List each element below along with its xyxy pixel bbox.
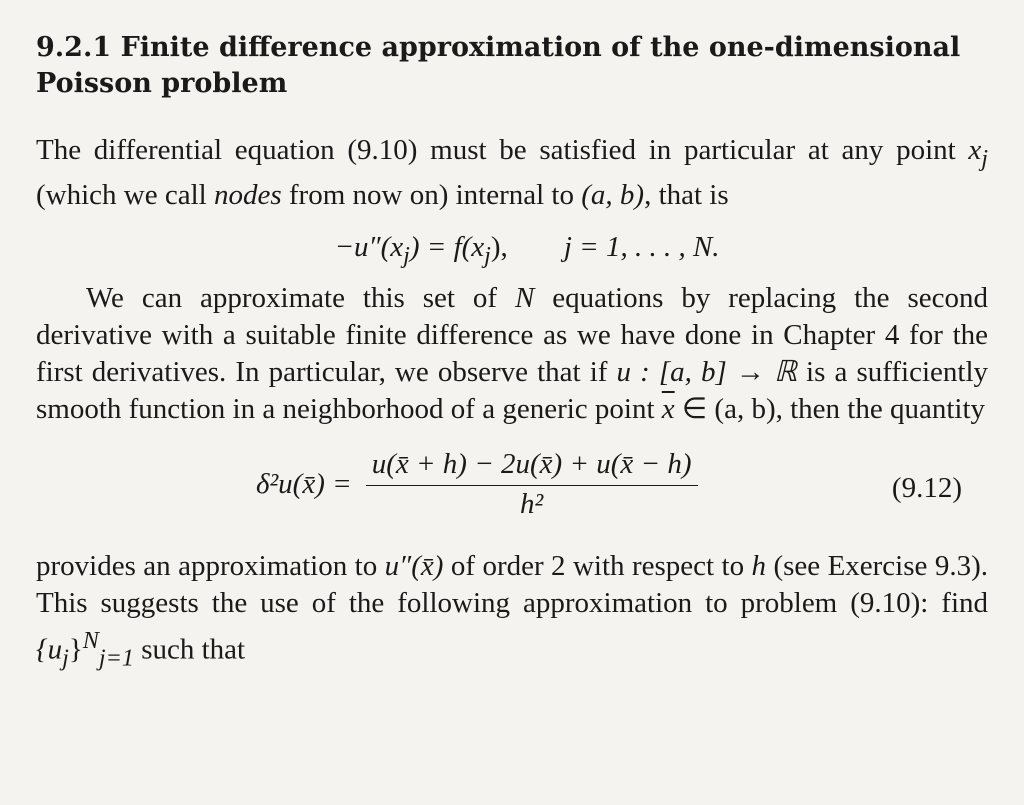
- sub-j: j: [981, 144, 988, 172]
- eq2-lhs: δ²u(x̄) =: [256, 467, 352, 500]
- equation-label: (9.12): [891, 471, 962, 504]
- para2-text-b: equations by replacing the second derivative with a suitable finite difference as we have done in Chapter 4 for the first derivatives. In particular, we observe that if: [36, 281, 988, 388]
- map-u: u : [a, b] → ℝ: [616, 355, 797, 388]
- para3-text-d: such that: [133, 633, 246, 666]
- para3-text-b: of order 2 with respect to: [443, 549, 752, 582]
- equation-9-12: [36, 434, 988, 544]
- var-h: h: [751, 549, 767, 582]
- set-sup: N: [82, 626, 99, 654]
- para1-text-c: from now on) internal to: [281, 178, 582, 211]
- para3-text-c: (see Exercise 9.3). This suggests the use of the following approximation to problem (9.10): find: [36, 549, 988, 619]
- eq1-mid: ) = f(x: [409, 230, 485, 263]
- set-close: }: [68, 633, 83, 666]
- section-heading: [36, 30, 986, 102]
- u-second-derivative: u″(x̄): [384, 549, 444, 582]
- para2-text-d: ∈ (a, b), then the quantity: [674, 392, 986, 425]
- var-x: x: [968, 134, 982, 166]
- equation-poisson-nodes: [36, 214, 988, 280]
- fraction-numerator: u(x̄ + h) − 2u(x̄) + u(x̄ − h): [366, 448, 698, 486]
- eq1-lhs: −u″(x: [334, 230, 404, 263]
- set-sub: j: [62, 644, 69, 672]
- set-open: {u: [36, 633, 63, 666]
- para1-text-b: (which we call: [36, 178, 214, 211]
- var-xbar: $\overline{x}$: [661, 392, 675, 425]
- interval-ab: (a, b): [581, 178, 645, 211]
- eq1-sub: j: [403, 241, 410, 269]
- fraction-denominator: h²: [520, 487, 544, 520]
- para1-text-a: The differential equation (9.10) must be satisfied in particular at any point: [36, 134, 969, 166]
- section-number: 9.2.1: [36, 32, 112, 63]
- para1-text-d: , that is: [644, 178, 729, 211]
- paragraph-3: [36, 548, 988, 676]
- fraction: [366, 448, 698, 521]
- paragraph-1: [36, 132, 988, 214]
- var-N: N: [514, 281, 535, 314]
- eq1-end: ),: [490, 230, 508, 263]
- nodes-term: nodes: [213, 178, 282, 211]
- para2-text-a: We can approximate this set of: [86, 281, 515, 314]
- para3-text-a: provides an approximation to: [36, 549, 385, 582]
- paragraph-2: [36, 280, 988, 428]
- section-title-text: Finite difference approximation of the one-dimensional Poisson problem: [36, 32, 961, 99]
- set-sub2: j=1: [98, 644, 134, 672]
- eq1-range: j = 1, . . . , N.: [563, 230, 720, 263]
- para2-text-c: is a sufficiently smooth function in a neighborhood of a generic point: [36, 355, 989, 425]
- eq1-sub2: j: [484, 241, 491, 269]
